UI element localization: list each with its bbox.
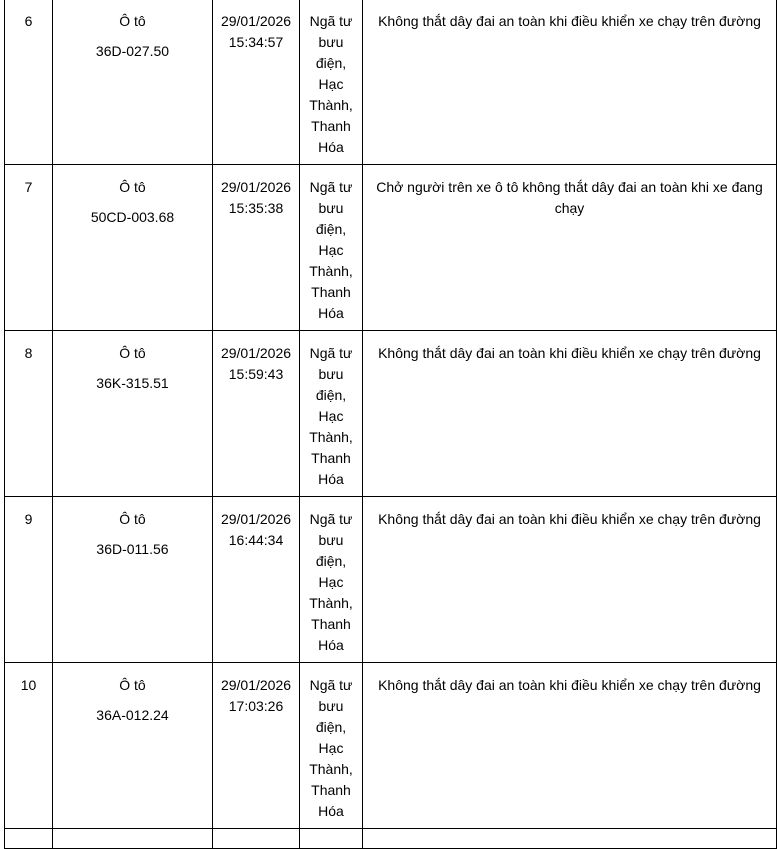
vehicle-type: Ô tô: [119, 345, 146, 361]
violation-date: 29/01/2026: [220, 179, 292, 195]
location-line: điện,: [315, 719, 347, 735]
location-cell: [300, 165, 363, 331]
violation-date: 29/01/2026: [220, 13, 292, 29]
location-line: Hóa: [318, 803, 344, 819]
datetime-cell: [213, 497, 300, 663]
row-number: 7: [5, 165, 53, 331]
violations-table-body: [5, 0, 777, 849]
location-line: Hóa: [318, 637, 344, 653]
datetime-cell: [213, 331, 300, 497]
row-number: 9: [5, 497, 53, 663]
violation-description: Không thắt dây đai an toàn khi điều khiển xe chạy trên đường: [363, 663, 777, 829]
location-line: Thành,: [309, 761, 353, 777]
license-plate: 36K-315.51: [96, 375, 169, 391]
location-line: Thanh: [311, 450, 351, 466]
license-plate: 36D-011.56: [96, 541, 169, 557]
violation-time: 16:44:34: [228, 532, 284, 548]
violation-time: 17:03:26: [228, 698, 284, 714]
location-line: Thành,: [309, 97, 353, 113]
table-row: [5, 165, 777, 331]
location-line: Hạc: [318, 740, 344, 756]
vehicle-cell: [53, 497, 213, 663]
location-line: Ngã tư: [309, 677, 353, 693]
location-line: bưu: [318, 698, 344, 714]
table-row: [5, 331, 777, 497]
license-plate: 36A-012.24: [96, 707, 169, 723]
violation-time: 15:34:57: [228, 34, 284, 50]
location-line: Ngã tư: [309, 511, 353, 527]
violations-table: [4, 0, 777, 849]
location-line: Hóa: [318, 139, 344, 155]
vehicle-cell: [53, 165, 213, 331]
table-row: [5, 497, 777, 663]
location-line: Hạc: [318, 76, 344, 92]
table-row: [5, 0, 777, 165]
vehicle-type: Ô tô: [119, 179, 146, 195]
location-line: Thanh: [311, 782, 351, 798]
location-line: Ngã tư: [309, 179, 353, 195]
violation-description: Không thắt dây đai an toàn khi điều khiển xe chạy trên đường: [363, 331, 777, 497]
location-line: Hóa: [318, 305, 344, 321]
row-number: 8: [5, 331, 53, 497]
location-cell: [300, 331, 363, 497]
location-line: Ngã tư: [309, 13, 353, 29]
violation-time: 15:35:38: [228, 200, 284, 216]
location-cell: [300, 0, 363, 165]
location-line: bưu: [318, 366, 344, 382]
table-row: [5, 663, 777, 829]
datetime-cell: [213, 0, 300, 165]
vehicle-type: Ô tô: [119, 511, 146, 527]
license-plate: 36D-027.50: [95, 43, 170, 59]
vehicle-type: Ô tô: [119, 13, 146, 29]
violation-date: 29/01/2026: [220, 511, 292, 527]
location-line: bưu: [318, 532, 344, 548]
violation-description: Chở người trên xe ô tô không thắt dây đai an toàn khi xe đang chạy: [363, 165, 777, 331]
row-number: 10: [5, 663, 53, 829]
datetime-cell: [213, 663, 300, 829]
location-line: Hóa: [318, 471, 344, 487]
violation-date: 29/01/2026: [220, 345, 292, 361]
violation-time: 15:59:43: [228, 366, 284, 382]
location-line: Thanh: [311, 118, 351, 134]
vehicle-cell: [53, 331, 213, 497]
location-cell: [300, 663, 363, 829]
location-line: Thành,: [309, 429, 353, 445]
violation-date: 29/01/2026: [220, 677, 292, 693]
datetime-cell: [213, 165, 300, 331]
location-line: Hạc: [318, 242, 344, 258]
violation-description: Không thắt dây đai an toàn khi điều khiển xe chạy trên đường: [363, 0, 777, 165]
location-line: điện,: [315, 553, 347, 569]
location-line: Thanh: [311, 616, 351, 632]
vehicle-cell: [53, 663, 213, 829]
location-line: điện,: [315, 55, 347, 71]
location-line: Thành,: [309, 595, 353, 611]
location-line: điện,: [315, 221, 347, 237]
location-line: Hạc: [318, 408, 344, 424]
location-line: Ngã tư: [309, 345, 353, 361]
location-line: điện,: [315, 387, 347, 403]
location-line: bưu: [318, 200, 344, 216]
vehicle-type: Ô tô: [119, 677, 146, 693]
violation-description: Không thắt dây đai an toàn khi điều khiển xe chạy trên đường: [363, 497, 777, 663]
location-cell: [300, 497, 363, 663]
location-line: Hạc: [318, 574, 344, 590]
license-plate: 50CD-003.68: [90, 209, 175, 225]
location-line: Thành,: [309, 263, 353, 279]
location-line: bưu: [318, 34, 344, 50]
vehicle-cell: [53, 0, 213, 165]
location-line: Thanh: [311, 284, 351, 300]
row-number: 6: [5, 0, 53, 165]
